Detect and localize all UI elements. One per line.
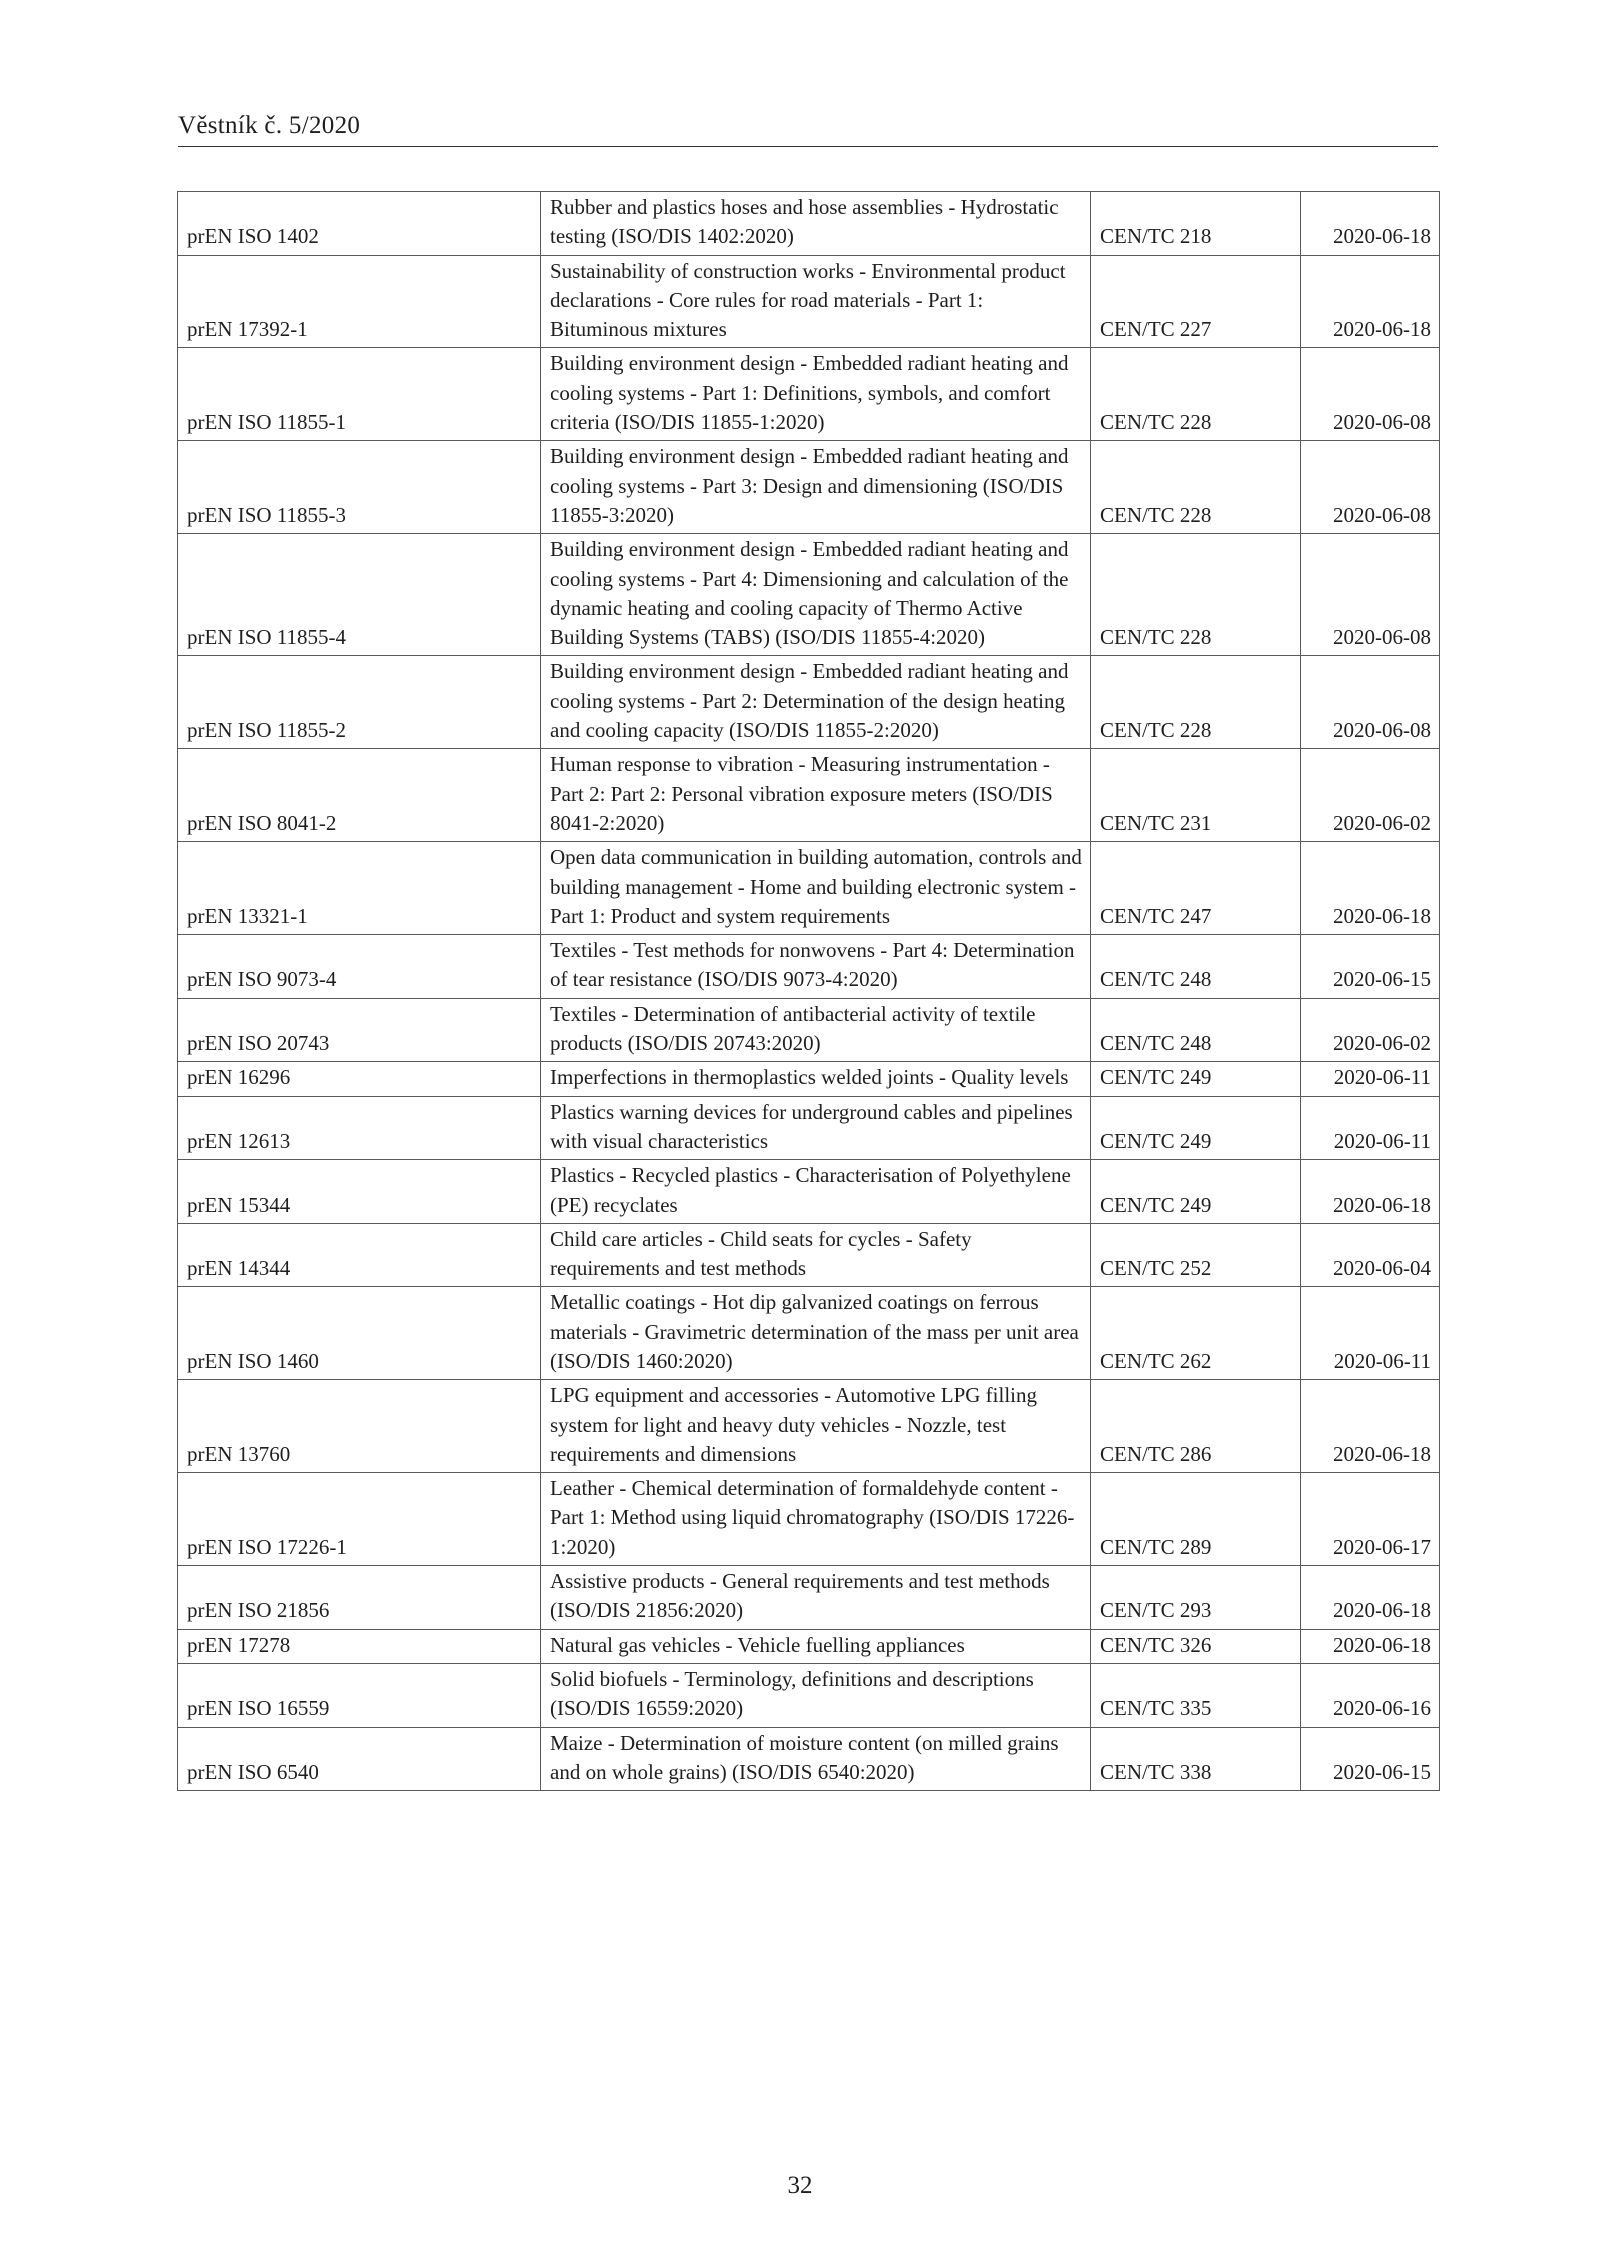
standard-title-cell: Leather - Chemical determination of formaldehyde content - Part 1: Method using liquid chromatography (ISO/DIS 17226-1:2020) (541, 1473, 1091, 1566)
technical-committee-cell: CEN/TC 228 (1091, 656, 1301, 749)
table-row (178, 1096, 1440, 1160)
standard-title-cell: Natural gas vehicles - Vehicle fuelling appliances (541, 1629, 1091, 1663)
standard-title-cell: Building environment design - Embedded radiant heating and cooling systems - Part 1: Definitions, symbols, and comfort criteria (ISO/DIS 11855-1:2020) (541, 348, 1091, 441)
technical-committee-cell: CEN/TC 248 (1091, 998, 1301, 1062)
table-row (178, 441, 1440, 534)
page-header (178, 112, 1438, 147)
technical-committee-cell: CEN/TC 228 (1091, 534, 1301, 656)
standard-code-cell: prEN 14344 (178, 1223, 541, 1287)
table-row (178, 1223, 1440, 1287)
standards-table-container (177, 191, 1440, 1791)
deadline-date-cell: 2020-06-15 (1301, 1727, 1440, 1791)
table-row (178, 1663, 1440, 1727)
standard-code-cell: prEN ISO 11855-4 (178, 534, 541, 656)
standard-title-cell: Plastics - Recycled plastics - Characterisation of Polyethylene (PE) recyclates (541, 1160, 1091, 1224)
deadline-date-cell: 2020-06-08 (1301, 441, 1440, 534)
deadline-date-cell: 2020-06-18 (1301, 842, 1440, 935)
standard-title-cell: LPG equipment and accessories - Automotive LPG filling system for light and heavy duty vehicles - Nozzle, test requirements and dimensions (541, 1380, 1091, 1473)
standards-table (177, 191, 1440, 1791)
deadline-date-cell: 2020-06-04 (1301, 1223, 1440, 1287)
technical-committee-cell: CEN/TC 247 (1091, 842, 1301, 935)
deadline-date-cell: 2020-06-11 (1301, 1062, 1440, 1096)
standard-code-cell: prEN ISO 11855-1 (178, 348, 541, 441)
table-row (178, 255, 1440, 348)
standard-code-cell: prEN ISO 8041-2 (178, 749, 541, 842)
deadline-date-cell: 2020-06-18 (1301, 1629, 1440, 1663)
standard-title-cell: Sustainability of construction works - Environmental product declarations - Core rules for road materials - Part 1: Bituminous mixtures (541, 255, 1091, 348)
table-row (178, 348, 1440, 441)
deadline-date-cell: 2020-06-02 (1301, 998, 1440, 1062)
standard-title-cell: Imperfections in thermoplastics welded joints - Quality levels (541, 1062, 1091, 1096)
standard-code-cell: prEN 16296 (178, 1062, 541, 1096)
standard-code-cell: prEN ISO 17226-1 (178, 1473, 541, 1566)
table-row (178, 656, 1440, 749)
technical-committee-cell: CEN/TC 248 (1091, 935, 1301, 999)
standard-title-cell: Solid biofuels - Terminology, definitions and descriptions (ISO/DIS 16559:2020) (541, 1663, 1091, 1727)
table-row (178, 749, 1440, 842)
standard-code-cell: prEN 17392-1 (178, 255, 541, 348)
standard-title-cell: Rubber and plastics hoses and hose assemblies - Hydrostatic testing (ISO/DIS 1402:2020) (541, 192, 1091, 256)
deadline-date-cell: 2020-06-08 (1301, 534, 1440, 656)
technical-committee-cell: CEN/TC 289 (1091, 1473, 1301, 1566)
journal-title: Věstník č. 5/2020 (178, 112, 361, 139)
table-row (178, 935, 1440, 999)
deadline-date-cell: 2020-06-08 (1301, 656, 1440, 749)
table-row (178, 534, 1440, 656)
technical-committee-cell: CEN/TC 249 (1091, 1062, 1301, 1096)
table-row (178, 1629, 1440, 1663)
standard-title-cell: Textiles - Test methods for nonwovens - Part 4: Determination of tear resistance (ISO/DIS 9073-4:2020) (541, 935, 1091, 999)
deadline-date-cell: 2020-06-18 (1301, 255, 1440, 348)
standard-code-cell: prEN ISO 20743 (178, 998, 541, 1062)
standard-code-cell: prEN ISO 1460 (178, 1287, 541, 1380)
table-row (178, 192, 1440, 256)
standard-title-cell: Child care articles - Child seats for cycles - Safety requirements and test methods (541, 1223, 1091, 1287)
table-row (178, 1287, 1440, 1380)
technical-committee-cell: CEN/TC 335 (1091, 1663, 1301, 1727)
standard-code-cell: prEN ISO 6540 (178, 1727, 541, 1791)
deadline-date-cell: 2020-06-18 (1301, 192, 1440, 256)
deadline-date-cell: 2020-06-18 (1301, 1566, 1440, 1630)
standard-code-cell: prEN 15344 (178, 1160, 541, 1224)
table-row (178, 1160, 1440, 1224)
standard-title-cell: Maize - Determination of moisture content (on milled grains and on whole grains) (ISO/DIS 6540:2020) (541, 1727, 1091, 1791)
standard-code-cell: prEN 12613 (178, 1096, 541, 1160)
standard-title-cell: Building environment design - Embedded radiant heating and cooling systems - Part 4: Dimensioning and calculation of the dynamic heating and cooling capacity of Thermo Active Building Systems (TABS) (ISO/DIS 11855-4:2020) (541, 534, 1091, 656)
standard-title-cell: Open data communication in building automation, controls and building management - Home and building electronic system - Part 1: Product and system requirements (541, 842, 1091, 935)
table-row (178, 1566, 1440, 1630)
technical-committee-cell: CEN/TC 228 (1091, 348, 1301, 441)
technical-committee-cell: CEN/TC 231 (1091, 749, 1301, 842)
table-row (178, 1380, 1440, 1473)
deadline-date-cell: 2020-06-11 (1301, 1096, 1440, 1160)
standard-title-cell: Assistive products - General requirements and test methods (ISO/DIS 21856:2020) (541, 1566, 1091, 1630)
technical-committee-cell: CEN/TC 218 (1091, 192, 1301, 256)
deadline-date-cell: 2020-06-15 (1301, 935, 1440, 999)
deadline-date-cell: 2020-06-18 (1301, 1380, 1440, 1473)
standard-title-cell: Metallic coatings - Hot dip galvanized coatings on ferrous materials - Gravimetric determination of the mass per unit area (ISO/DIS 1460:2020) (541, 1287, 1091, 1380)
technical-committee-cell: CEN/TC 252 (1091, 1223, 1301, 1287)
table-row (178, 1473, 1440, 1566)
technical-committee-cell: CEN/TC 326 (1091, 1629, 1301, 1663)
standard-title-cell: Plastics warning devices for underground cables and pipelines with visual characteristics (541, 1096, 1091, 1160)
table-row (178, 1727, 1440, 1791)
standard-code-cell: prEN ISO 1402 (178, 192, 541, 256)
standard-code-cell: prEN ISO 21856 (178, 1566, 541, 1630)
deadline-date-cell: 2020-06-02 (1301, 749, 1440, 842)
technical-committee-cell: CEN/TC 338 (1091, 1727, 1301, 1791)
deadline-date-cell: 2020-06-16 (1301, 1663, 1440, 1727)
standard-title-cell: Building environment design - Embedded radiant heating and cooling systems - Part 2: Determination of the design heating and cooling capacity (ISO/DIS 11855-2:2020) (541, 656, 1091, 749)
standard-code-cell: prEN 13321-1 (178, 842, 541, 935)
table-body (178, 192, 1440, 1791)
table-row (178, 1062, 1440, 1096)
standard-code-cell: prEN ISO 11855-3 (178, 441, 541, 534)
technical-committee-cell: CEN/TC 293 (1091, 1566, 1301, 1630)
standard-code-cell: prEN 13760 (178, 1380, 541, 1473)
deadline-date-cell: 2020-06-11 (1301, 1287, 1440, 1380)
standard-title-cell: Textiles - Determination of antibacterial activity of textile products (ISO/DIS 20743:2020) (541, 998, 1091, 1062)
deadline-date-cell: 2020-06-18 (1301, 1160, 1440, 1224)
deadline-date-cell: 2020-06-17 (1301, 1473, 1440, 1566)
standard-title-cell: Building environment design - Embedded radiant heating and cooling systems - Part 3: Design and dimensioning (ISO/DIS 11855-3:2020) (541, 441, 1091, 534)
page-number: 32 (787, 2172, 813, 2199)
standard-title-cell: Human response to vibration - Measuring instrumentation - Part 2: Part 2: Personal vibration exposure meters (ISO/DIS 8041-2:2020) (541, 749, 1091, 842)
standard-code-cell: prEN ISO 11855-2 (178, 656, 541, 749)
technical-committee-cell: CEN/TC 286 (1091, 1380, 1301, 1473)
technical-committee-cell: CEN/TC 249 (1091, 1096, 1301, 1160)
technical-committee-cell: CEN/TC 249 (1091, 1160, 1301, 1224)
technical-committee-cell: CEN/TC 227 (1091, 255, 1301, 348)
standard-code-cell: prEN 17278 (178, 1629, 541, 1663)
standard-code-cell: prEN ISO 16559 (178, 1663, 541, 1727)
technical-committee-cell: CEN/TC 262 (1091, 1287, 1301, 1380)
technical-committee-cell: CEN/TC 228 (1091, 441, 1301, 534)
table-row (178, 998, 1440, 1062)
standard-code-cell: prEN ISO 9073-4 (178, 935, 541, 999)
table-row (178, 842, 1440, 935)
deadline-date-cell: 2020-06-08 (1301, 348, 1440, 441)
